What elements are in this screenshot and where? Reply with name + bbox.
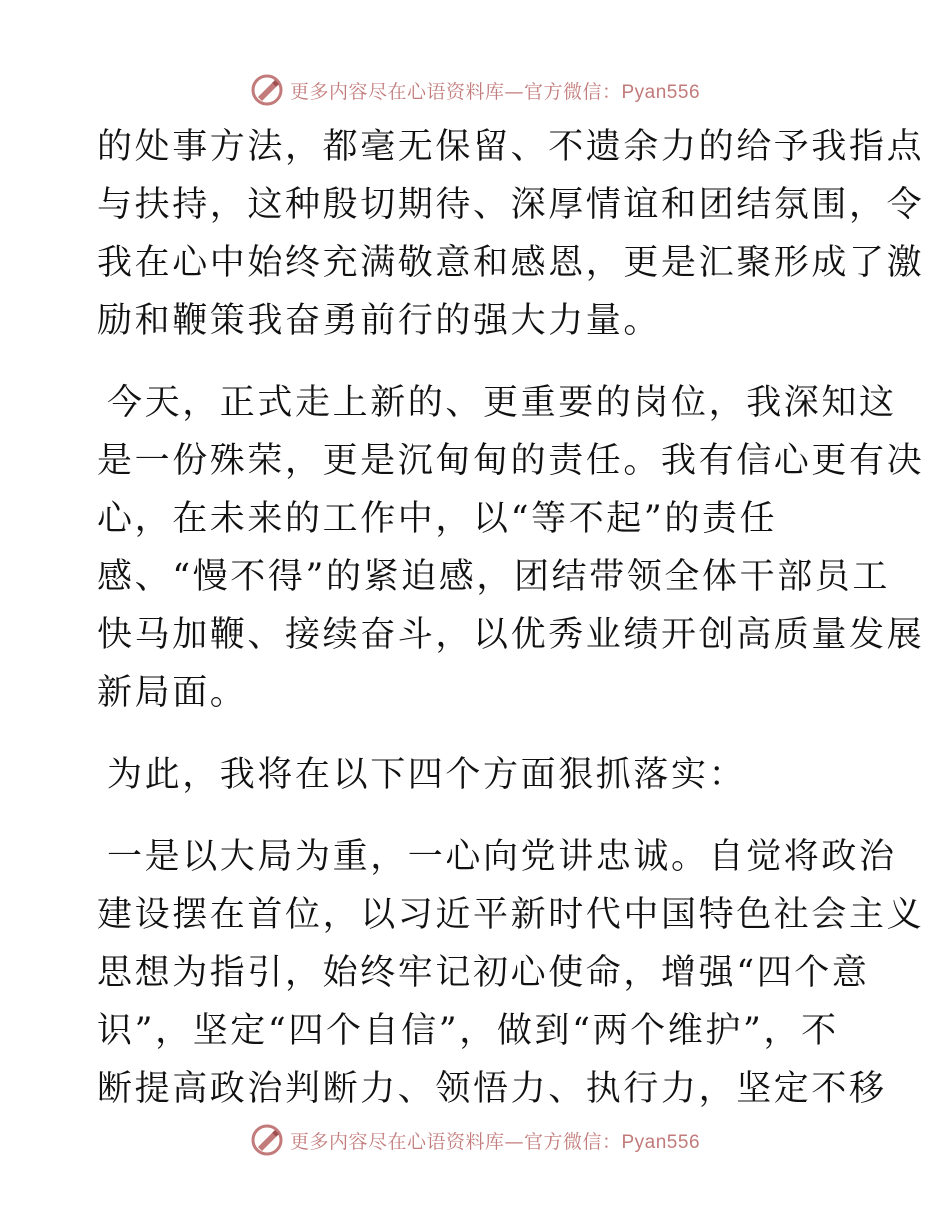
- text-line: 感、“慢不得”的紧迫感，团结带领全体干部员工: [97, 557, 890, 597]
- text-line: 一是以大局为重，一心向党讲忠诚。自觉将政治: [107, 837, 897, 877]
- watermark-text-cn: 更多内容尽在心语资料库—官方微信：: [289, 1130, 622, 1153]
- watermark-text: [290, 1127, 700, 1154]
- text-line: 的处事方法，都毫无保留、不遗余力的给予我指点: [97, 127, 925, 167]
- text-line: 建设摆在首位，以习近平新时代中国特色社会主义: [97, 895, 925, 935]
- watermark-text-latin: Pyan556: [621, 1131, 701, 1153]
- text-line: 快马加鞭、接续奋斗，以优秀业绩开创高质量发展: [97, 615, 925, 655]
- text-line: 思想为指引，始终牢记初心使命，增强“四个意: [97, 953, 870, 993]
- watermark-text-latin: Pyan556: [621, 81, 701, 103]
- paragraph: [97, 118, 925, 350]
- text-line: 为此，我将在以下四个方面狠抓落实：: [107, 755, 747, 795]
- watermark-text-cn: 更多内容尽在心语资料库—官方微信：: [289, 80, 622, 103]
- document-body: [97, 118, 925, 1118]
- text-line: 新局面。: [97, 673, 248, 713]
- text-line: 断提高政治判断力、领悟力、执行力，坚定不移: [97, 1069, 887, 1109]
- paragraph: [97, 746, 857, 804]
- text-line: 是一份殊荣，更是沉甸甸的责任。我有信心更有决: [97, 441, 925, 481]
- watermark-logo-icon: [250, 73, 284, 107]
- watermark-text: [290, 77, 700, 104]
- watermark-logo-icon: [250, 1123, 284, 1157]
- text-line: 今天，正式走上新的、更重要的岗位，我深知这: [107, 383, 897, 423]
- text-line: 与扶持，这种殷切期待、深厚情谊和团结氛围，令: [97, 185, 925, 225]
- paragraph: [97, 828, 925, 1118]
- footer-watermark: [0, 1120, 950, 1160]
- text-line: 识”，坚定“四个自信”，做到“两个维护”，不: [97, 1011, 839, 1051]
- header-watermark: [0, 70, 950, 110]
- paragraph: [97, 374, 925, 722]
- text-line: 励和鞭策我奋勇前行的强大力量。: [97, 301, 662, 341]
- text-line: 心，在未来的工作中，以“等不起”的责任: [97, 499, 778, 539]
- text-line: 我在心中始终充满敬意和感恩，更是汇聚形成了激: [97, 243, 925, 283]
